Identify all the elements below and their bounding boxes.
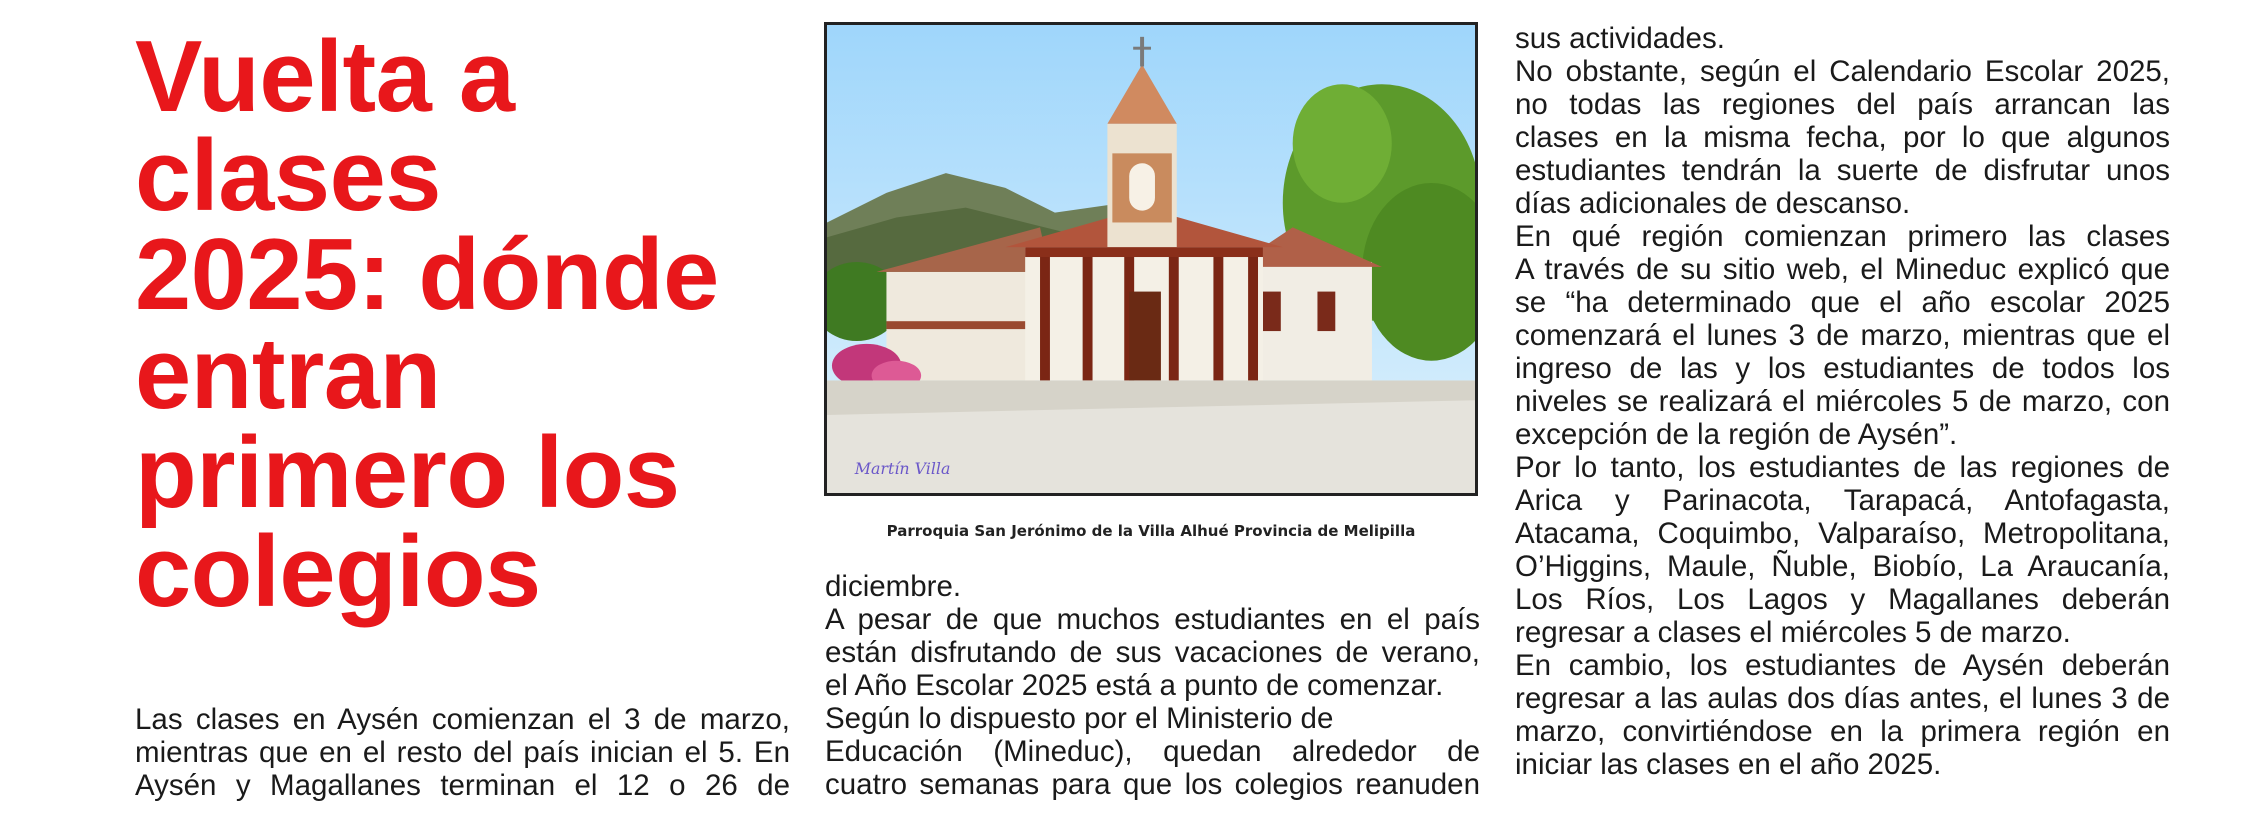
text-line: regresar a clases el miércoles 5 de marzo. bbox=[1515, 616, 2071, 649]
text-line: Las clases en Aysén comienzan el 3 de marzo, bbox=[135, 703, 790, 736]
text-line: excepción de la región de Aysén”. bbox=[1515, 418, 1958, 451]
headline-line: colegios bbox=[135, 516, 541, 628]
text-line: están disfrutando de sus vacaciones de verano, bbox=[825, 636, 1480, 669]
text-line: sus actividades. bbox=[1515, 22, 1725, 55]
text-line: En qué región comienzan primero las clases bbox=[1515, 220, 2170, 253]
text-line: diciembre. bbox=[825, 570, 962, 603]
text-line: A través de su sitio web, el Mineduc explicó que bbox=[1515, 253, 2170, 286]
text-line: iniciar las clases en el año 2025. bbox=[1515, 748, 1942, 781]
text-line: comenzará el lunes 3 de marzo, mientras que el bbox=[1515, 319, 2170, 352]
text-line: regresar a las aulas dos días antes, el lunes 3 de bbox=[1515, 682, 2170, 715]
text-line: Según lo dispuesto por el Ministerio de bbox=[825, 702, 1334, 735]
text-line: niveles se realizará el miércoles 5 de marzo, con bbox=[1515, 385, 2170, 418]
headline-line: primero los bbox=[135, 417, 680, 529]
text-line: Arica y Parinacota, Tarapacá, Antofagasta, bbox=[1515, 484, 2170, 517]
text-line: En cambio, los estudiantes de Aysén deberán bbox=[1515, 649, 2170, 682]
text-line: Atacama, Coquimbo, Valparaíso, Metropolitana, bbox=[1515, 517, 2170, 550]
text-line: el Año Escolar 2025 está a punto de comenzar. bbox=[825, 669, 1444, 702]
body-column-2 bbox=[825, 570, 1480, 801]
text-line: O’Higgins, Maule, Ñuble, Biobío, La Araucanía, bbox=[1515, 550, 2170, 583]
text-line: cuatro semanas para que los colegios reanuden bbox=[825, 768, 1480, 801]
text-line: Los Ríos, Los Lagos y Magallanes deberán bbox=[1515, 583, 2170, 616]
text-line: No obstante, según el Calendario Escolar 2025, bbox=[1515, 55, 2170, 88]
headline-line: clases bbox=[135, 120, 441, 232]
text-line: Por lo tanto, los estudiantes de las regiones de bbox=[1515, 451, 2170, 484]
photo-watermark: Martín Villa bbox=[854, 459, 951, 479]
text-line: clases en la misma fecha, por lo que algunos bbox=[1515, 121, 2170, 154]
text-line: Educación (Mineduc), quedan alrededor de bbox=[825, 735, 1480, 768]
headline bbox=[135, 21, 795, 628]
headline-line: 2025: dónde bbox=[135, 219, 719, 331]
church-photo bbox=[824, 22, 1478, 496]
body-column-1 bbox=[135, 703, 790, 802]
headline-line: entran bbox=[135, 318, 441, 430]
headline-line: Vuelta a bbox=[135, 21, 515, 133]
body-column-3 bbox=[1515, 22, 2170, 781]
text-line: mientras que en el resto del país inician el 5. En bbox=[135, 736, 790, 769]
text-line: estudiantes tendrán la suerte de disfrutar unos bbox=[1515, 154, 2170, 187]
text-line: marzo, convirtiéndose en la primera región en bbox=[1515, 715, 2170, 748]
text-line: se “ha determinado que el año escolar 2025 bbox=[1515, 286, 2170, 319]
photo-caption: Parroquia San Jerónimo de la Villa Alhué Provincia de Melipilla bbox=[886, 522, 1416, 540]
church-illustration bbox=[827, 25, 1475, 493]
text-line: Aysén y Magallanes terminan el 12 o 26 de bbox=[135, 769, 790, 802]
text-line: ingreso de las y los estudiantes de todos los bbox=[1515, 352, 2170, 385]
text-line: días adicionales de descanso. bbox=[1515, 187, 1911, 220]
text-line: A pesar de que muchos estudiantes en el país bbox=[825, 603, 1480, 636]
text-line: no todas las regiones del país arrancan las bbox=[1515, 88, 2170, 121]
